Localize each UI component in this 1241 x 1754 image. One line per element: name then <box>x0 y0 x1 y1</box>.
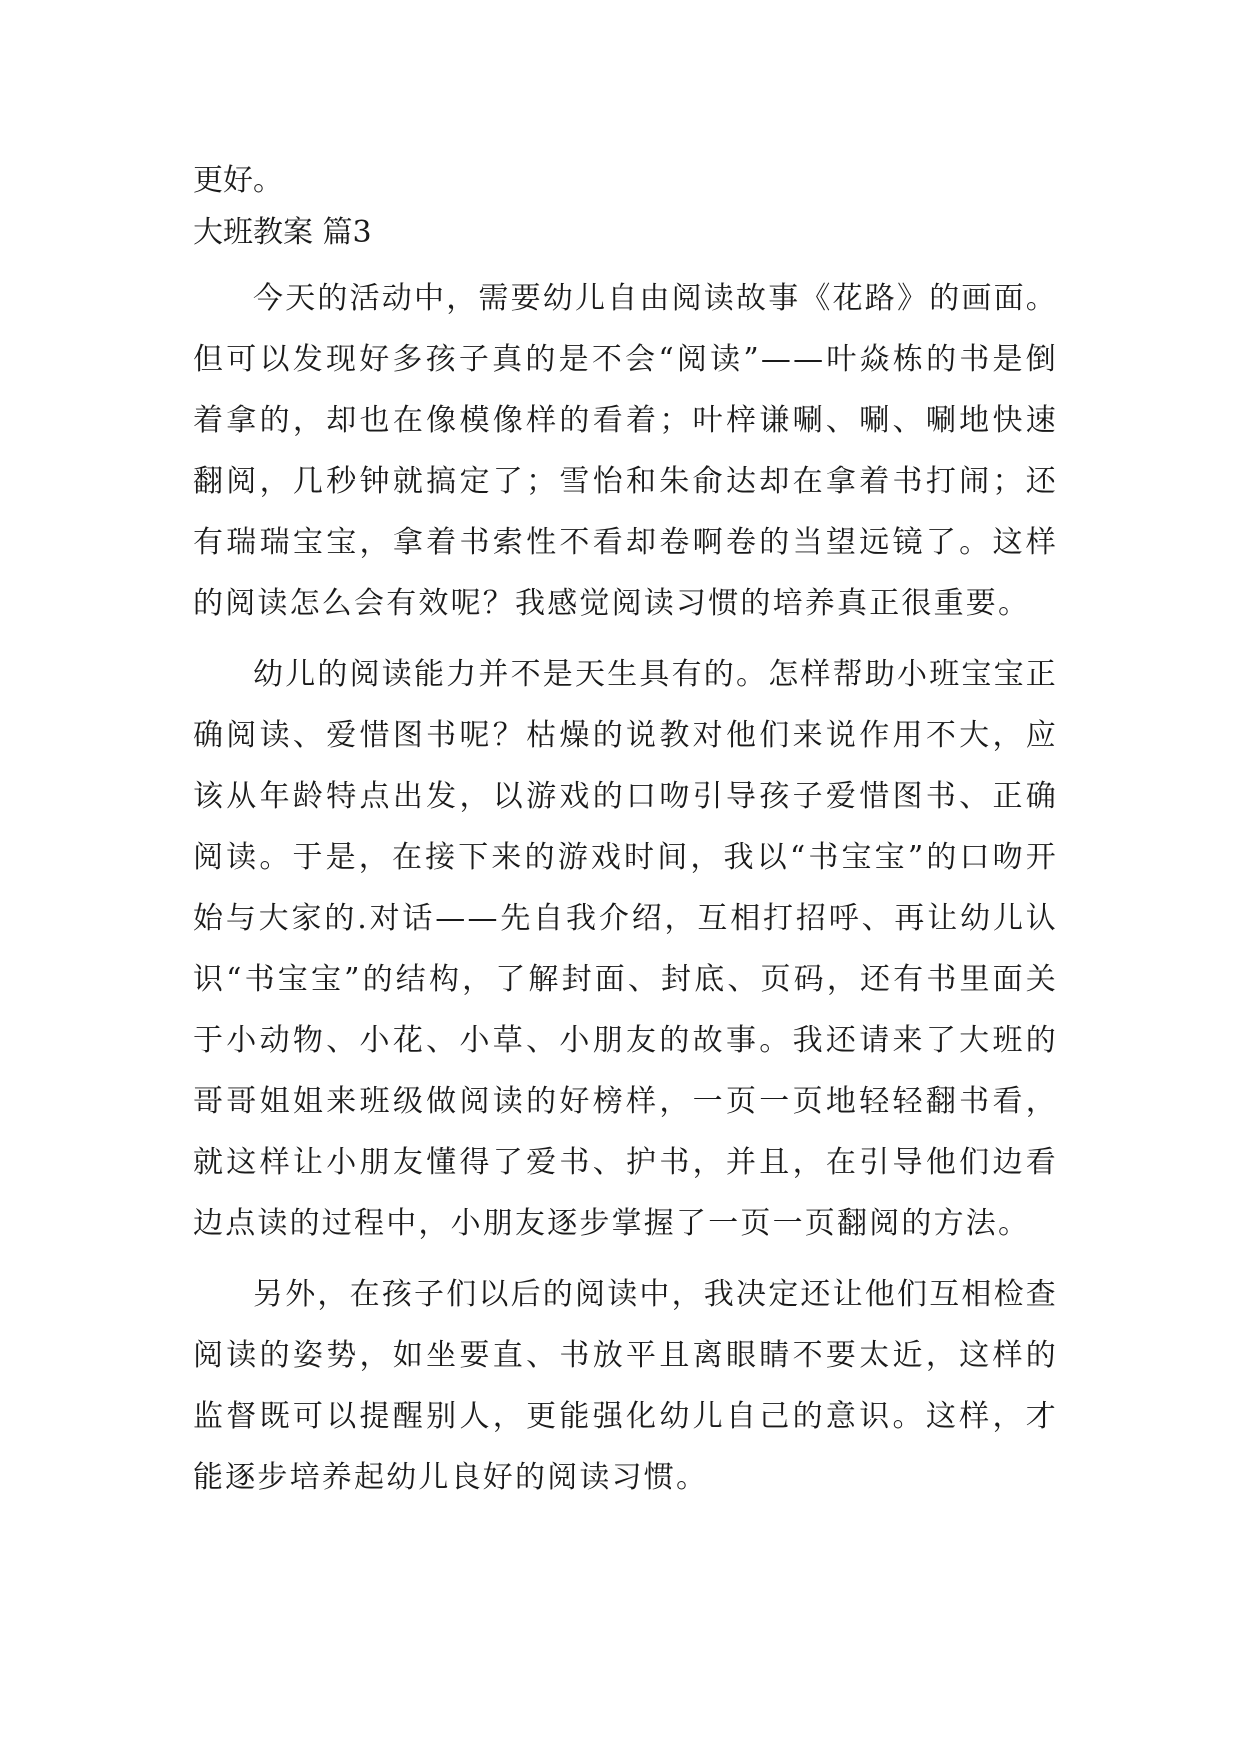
continued-text: 更好。 <box>193 163 283 198</box>
paragraph-3: 另外，在孩子们以后的阅读中，我决定还让他们互相检查阅读的姿势，如坐要直、书放平且离眼睛不要太近，这样的监督既可以提醒别人，更能强化幼儿自己的意识。这样，才能逐步培养起幼儿良好的阅读习惯。 <box>193 1277 1058 1495</box>
document-body <box>193 160 1058 1518</box>
section-heading: 大班教案 篇3 <box>193 215 372 250</box>
paragraph-2: 幼儿的阅读能力并不是天生具有的。怎样帮助小班宝宝正确阅读、爱惜图书呢？枯燥的说教对他们来说作用不大，应该从年龄特点出发，以游戏的口吻引导孩子爱惜图书、正确阅读。于是，在接下来的游戏时间，我以“书宝宝”的口吻开始与大家的.对话——先自我介绍，互相打招呼、再让幼儿认识“书宝宝”的结构，了解封面、封底、页码，还有书里面关于小动物、小花、小草、小朋友的故事。我还请来了大班的哥哥姐姐来班级做阅读的好榜样，一页一页地轻轻翻书看，就这样让小朋友懂得了爱书、护书，并且，在引导他们边看边点读的过程中，小朋友逐步掌握了一页一页翻阅的方法。 <box>193 657 1058 1241</box>
paragraph-1: 今天的活动中，需要幼儿自由阅读故事《花路》的画面。但可以发现好多孩子真的是不会“阅读”——叶焱栋的书是倒着拿的，却也在像模像样的看着；叶梓谦唰、唰、唰地快速翻阅，几秒钟就搞定了；雪怡和朱俞达却在拿着书打闹；还有瑞瑞宝宝，拿着书索性不看却卷啊卷的当望远镜了。这样的阅读怎么会有效呢？我感觉阅读习惯的培养真正很重要。 <box>193 281 1058 621</box>
